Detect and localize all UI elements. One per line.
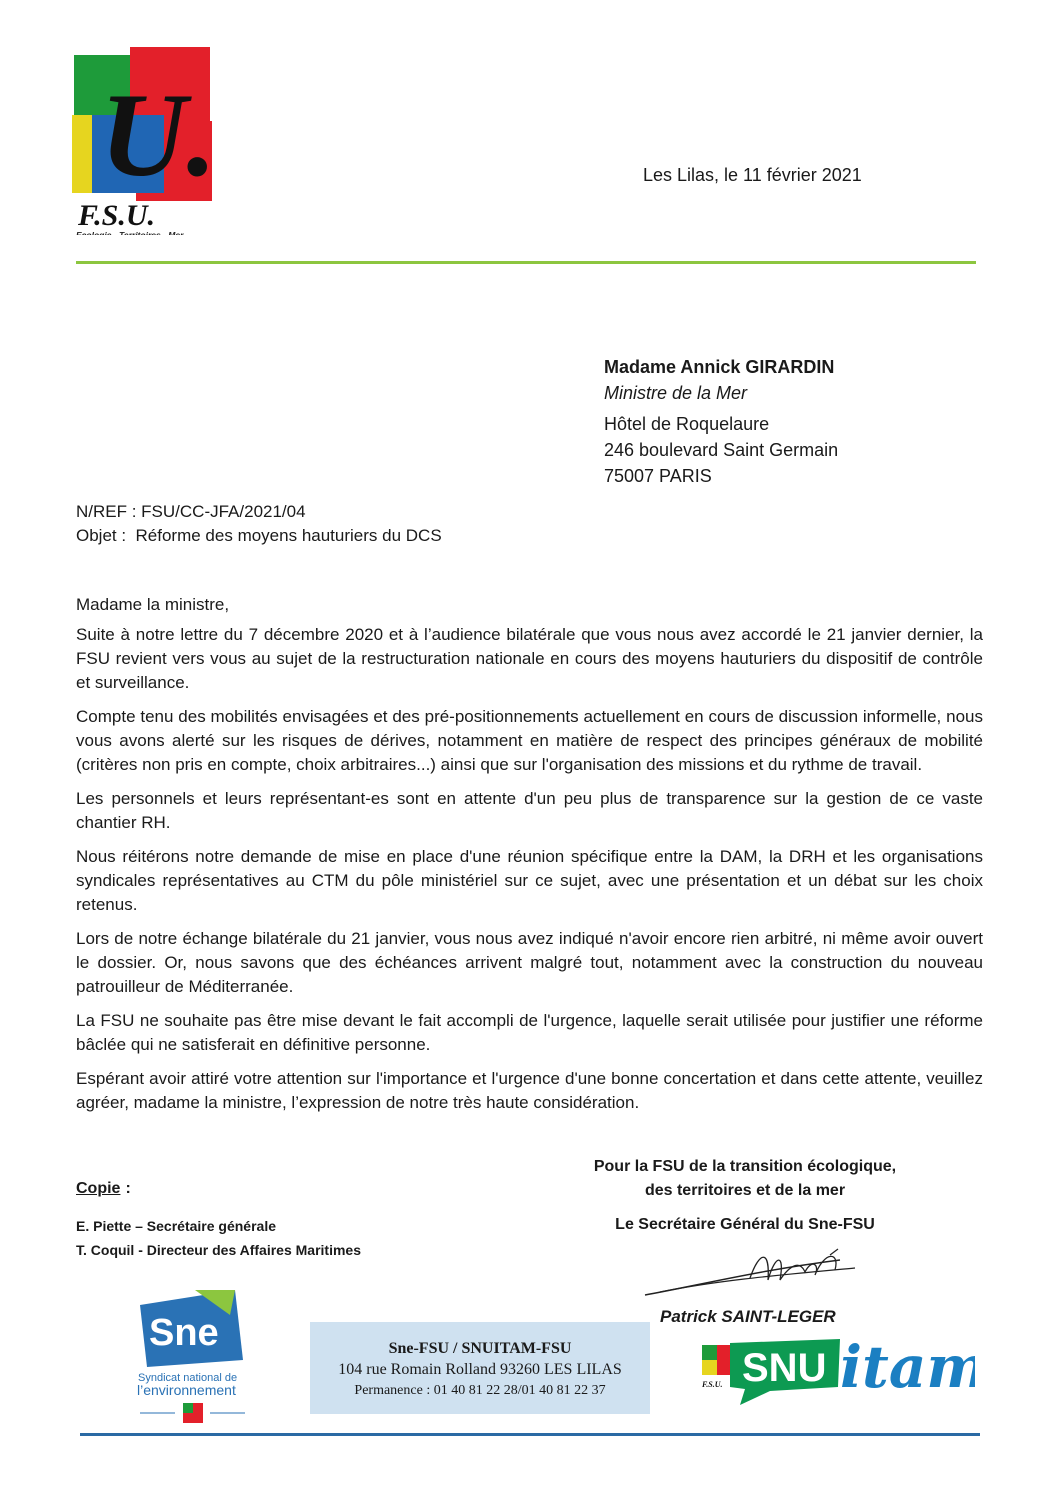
copy-label: Copie (76, 1180, 121, 1197)
body-paragraph: Les personnels et leurs représentant-es sont en attente d'un peu plus de transparence sur la gestion de ce vaste chantier RH. (76, 789, 983, 832)
footer-address-title: Sne-FSU / SNUITAM-FSU (388, 1340, 572, 1357)
body-paragraph: La FSU ne souhaite pas être mise devant le fait accompli de l'urgence, laquelle serait utilisée pour justifier une réforme bâclée qui ne satisferait en définitive personne. (76, 1011, 983, 1054)
footer-address-phone: Permanence : 01 40 81 22 28/01 40 81 22 37 (354, 1383, 606, 1398)
body-paragraph: Lors de notre échange bilatérale du 21 janvier, vous nous avez indiqué n'avoir encore rien arbitré, ni même avoir ouvert le dossier. Or, nous savons que des échéances arrivent malgré tout, notamment avec la construction du nouveau patrouilleur de Méditerranée. (76, 929, 983, 996)
letter-object: Objet : Réforme des moyens hauturiers du DCS (76, 526, 442, 545)
signature-title: Le Secrétaire Général du Sne-FSU (615, 1216, 875, 1233)
recipient-name: Madame Annick GIRARDIN (604, 357, 835, 377)
reference-block (76, 500, 442, 548)
recipient-block (604, 354, 838, 489)
signer-name: Patrick SAINT-LEGER (660, 1307, 836, 1326)
recipient-address-line: Hôtel de Roquelaure (604, 414, 770, 434)
copy-recipient: T. Coquil - Directeur des Affaires Maritimes (76, 1242, 361, 1258)
body-paragraph: Suite à notre lettre du 7 décembre 2020 et à l’audience bilatérale que vous nous avez accordé le 21 janvier dernier, la FSU revient vers vous au sujet de la restructuration nationale en cours des moyens hauturiers du dispositif de contrôle et surveillance. (76, 625, 983, 692)
body-paragraph: Compte tenu des mobilités envisagées et des pré-positionnements actuellement en cours de discussion informelle, nous vous avons alerté sur les risques de dérives, notamment en matière de respect des principes généraux de mobilité (critères non pris en compte, choix arbitraires...) ainsi que sur l'organisation des missions et du rythme de travail. (76, 707, 983, 774)
salutation: Madame la ministre, (76, 595, 230, 614)
svg-text:SNU: SNU (742, 1346, 827, 1390)
letter-body (76, 593, 983, 1125)
svg-text:U.: U. (100, 68, 215, 201)
copy-label-colon: : (121, 1180, 131, 1197)
body-paragraph: Nous réitérons notre demande de mise en place d'une réunion spécifique entre la DAM, la DRH et les organisations syndicales représentatives au CTM du pôle ministériel sur ce sujet, avec une présentation et un débat sur les choix retenus. (76, 847, 983, 914)
svg-text:Ecologie - Territoires - Mer: Ecologie - Territoires - Mer (76, 230, 184, 235)
footer-address (310, 1322, 650, 1414)
svg-text:Syndicat national de: Syndicat national de (138, 1372, 238, 1384)
footer-address-street: 104 rue Romain Rolland 93260 LES LILAS (338, 1361, 622, 1378)
header-divider (76, 261, 976, 264)
footer-divider (80, 1433, 980, 1436)
svg-text:F.S.U.: F.S.U. (78, 199, 155, 232)
letter-date: Les Lilas, le 11 février 2021 (643, 165, 862, 185)
copy-recipient: E. Piette – Secrétaire générale (76, 1218, 276, 1234)
svg-text:itam: itam (840, 1333, 975, 1401)
reference-number: N/REF : FSU/CC-JFA/2021/04 (76, 502, 306, 521)
fsu-logo (70, 45, 215, 235)
svg-text:Sne: Sne (149, 1312, 219, 1354)
signature-line: Pour la FSU de la transition écologique, (593, 1158, 897, 1175)
body-paragraph: Espérant avoir attiré votre attention sur l'importance et l'urgence d'une bonne concertation et dans cette attente, veuillez agréer, madame la ministre, l’expression de notre très haute considération. (76, 1069, 983, 1112)
signature-line: des territoires et de la mer (644, 1182, 846, 1199)
recipient-role: Ministre de la Mer (604, 383, 748, 403)
handwritten-signature (640, 1240, 870, 1305)
sne-logo (135, 1285, 250, 1425)
recipient-address-line: 75007 PARIS (604, 466, 712, 486)
svg-text:l’environnement: l’environnement (137, 1382, 236, 1398)
copy-list (76, 1214, 361, 1262)
svg-text:F.S.U.: F.S.U. (702, 1380, 723, 1389)
snuitam-logo (700, 1325, 975, 1410)
signature-block (560, 1155, 930, 1237)
recipient-address-line: 246 boulevard Saint Germain (604, 440, 839, 460)
